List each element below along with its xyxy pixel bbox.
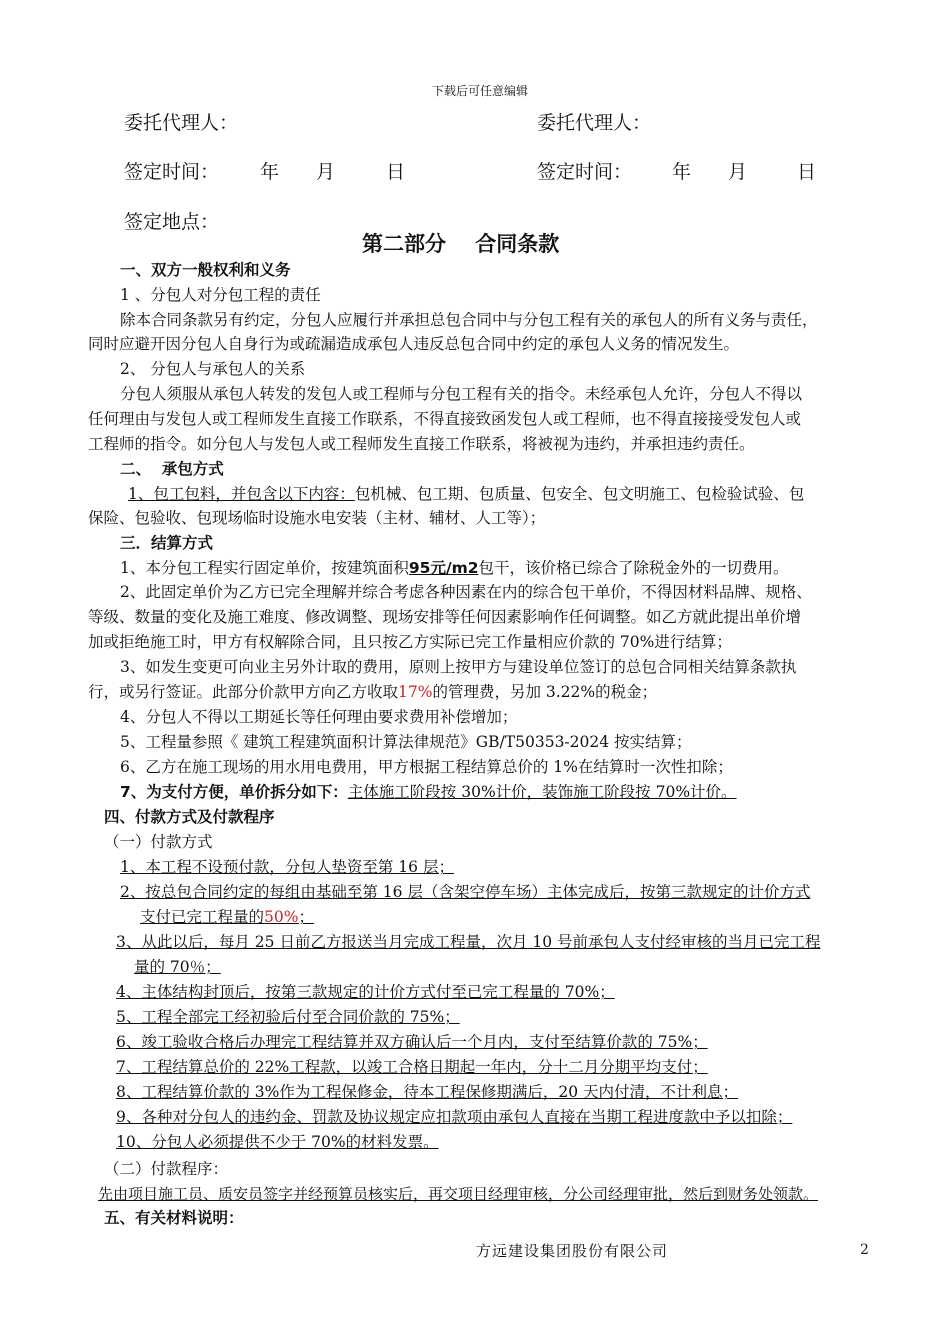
- s4-sub2: （二）付款程序：: [104, 1160, 229, 1178]
- s3-item2-line1: 2、此固定单价为乙方已完全理解并综合考虑各种因素在内的综合包干单价，不得因材料品牌、规格、: [120, 583, 812, 601]
- date-year-left: 年: [260, 161, 280, 183]
- date-month-right: 月: [728, 161, 748, 183]
- s3-item3-b: 的管理费，另加 3.22%的税金；: [432, 683, 658, 701]
- date-month-left: 月: [316, 161, 336, 183]
- payment-rate-50: 50%: [264, 908, 299, 926]
- s2-line1-underlined: 1、包工包料，并包含以下内容：: [128, 485, 355, 503]
- date-day-left: 日: [386, 161, 406, 183]
- s1-item2-line2: 任何理由与发包人或工程师发生直接工作联系，不得直接致函发包人或工程师，也不得直接接受发包人或: [88, 410, 802, 428]
- page-number: 2: [860, 1242, 869, 1258]
- date-label-left: 签定时间：: [124, 161, 220, 183]
- agent-label-right: 委托代理人：: [537, 112, 652, 134]
- s1-item1-line1: 除本合同条款另有约定，分包人应履行并承担总包合同中与分包工程有关的承包人的所有义务与责任，: [120, 311, 818, 329]
- s4-p7: 7、工程结算总价的 22%工程款，以竣工合格日期起一年内，分十二月分期平均支付；: [116, 1058, 708, 1076]
- footer-company: 方远建设集团股份有限公司: [476, 1242, 669, 1260]
- date-label-right: 签定时间：: [537, 161, 633, 183]
- s3-item3-line1: 3、如发生变更可向业主另外计取的费用，原则上按甲方与建设单位签订的总包合同相关结算条款执: [120, 658, 797, 676]
- s4-p5: 5、工程全部完工经初验后付至合同价款的 75%；: [116, 1008, 460, 1026]
- s4-p2-a: 支付已完工程量的: [140, 908, 265, 926]
- s4-p6: 6、竣工验收合格后办理完工程结算并双方确认后一个月内，支付至结算价款的 75%；: [116, 1033, 708, 1051]
- s4-p9: 9、各种对分包人的违约金、罚款及协议规定应扣款项由承包人直接在当期工程进度款中予以扣除；: [116, 1108, 793, 1126]
- s2-line1-rest: 包机械、包工期、包质量、包安全、包文明施工、包检验试验、包: [354, 485, 805, 503]
- page-title: 第二部分 合同条款: [362, 232, 560, 256]
- s3-item1-b: 包干，该价格已综合了除税金外的一切费用。: [478, 559, 789, 577]
- s4-p2-b: ；: [298, 908, 314, 926]
- section-4-heading: 四、付款方式及付款程序: [104, 808, 275, 826]
- s4-p2-line2: [140, 905, 314, 929]
- s1-item1-title: 1 、分包人对分包工程的责任: [120, 286, 321, 304]
- place-label: 签定地点：: [124, 211, 220, 233]
- s2-line2: 保险、包验收、包现场临时设施水电安装（主材、辅材、人工等）；: [88, 509, 546, 527]
- s3-item3-a: 行，或另行签证。此部分价款甲方向乙方收取: [88, 683, 399, 701]
- management-fee-rate: 17%: [398, 683, 433, 701]
- section-1-heading: 一、双方一般权利和义务: [120, 261, 291, 279]
- unit-price: 95元/m2: [408, 559, 479, 577]
- s1-item2-line1: 分包人须服从承包人转发的发包人或工程师与分包工程有关的指令。未经承包人允许，分包人不得以: [120, 385, 803, 403]
- section-5-heading: 五、有关材料说明：: [104, 1209, 244, 1227]
- s4-p4: 4、主体结构封顶后，按第三款规定的计价方式付至已完工程量的 70%；: [116, 983, 615, 1001]
- payment-procedure: 先由项目施工员、质安员签字并经预算员核实后，再交项目经理审核，分公司经理审批，然后到财务处领款。: [98, 1185, 819, 1203]
- s3-item7-b: 主体施工阶段按 30%计价，装饰施工阶段按 70%计价。: [347, 783, 737, 801]
- s4-sub1: （一）付款方式: [104, 833, 213, 851]
- s1-item2-title: 2、 分包人与承包人的关系: [120, 360, 306, 378]
- s3-item3-line2: [88, 680, 657, 704]
- agent-label-left: 委托代理人：: [124, 112, 239, 134]
- header-note: 下载后可任意编辑: [432, 84, 529, 98]
- section-3-heading: 三．结算方式: [120, 534, 214, 552]
- s2-line1: [128, 482, 804, 506]
- s4-p3-line2: 量的 70％；: [134, 958, 221, 976]
- s3-item2-line3: 加或拒绝施工时，甲方有权解除合同，且只按乙方实际已完工作量相应价款的 70%进行结算；: [88, 633, 732, 651]
- s3-item5: 5、工程量参照《 建筑工程建筑面积计算法律规范》GB/T50353-2024 按实结算；: [120, 733, 692, 751]
- s1-item1-line2: 同时应避开因分包人自身行为或疏漏造成承包人违反总包合同中约定的承包人义务的情况发生。: [88, 335, 740, 353]
- s3-item7-a: 7、为支付方便，单价拆分如下：: [120, 783, 348, 801]
- s4-p10: 10、分包人必须提供不少于 70%的材料发票。: [116, 1133, 439, 1151]
- s3-item6: 6、乙方在施工现场的用水用电费用，甲方根据工程结算总价的 1%在结算时一次性扣除；: [120, 758, 733, 776]
- date-year-right: 年: [672, 161, 692, 183]
- s4-p1: 1、本工程不设预付款，分包人垫资至第 16 层；: [120, 858, 454, 876]
- date-day-right: 日: [797, 161, 817, 183]
- s1-item2-line3: 工程师的指令。如分包人与发包人或工程师发生直接工作联系，将被视为违约，并承担违约责任。: [88, 435, 755, 453]
- s3-item7: [120, 780, 737, 804]
- s4-p8: 8、工程结算价款的 3%作为工程保修金，待本工程保修期满后，20 天内付清，不计利息；: [116, 1083, 739, 1101]
- s4-p3-line1: 3、从此以后，每月 25 日前乙方报送当月完成工程量，次月 10 号前承包人支付经审核的当月已完工程: [116, 933, 821, 951]
- s3-item1: [120, 556, 789, 580]
- s4-p2-line1: 2、按总包合同约定的每组由基础至第 16 层（含架空停车场）主体完成后，按第三款规定的计价方式: [120, 883, 811, 901]
- section-2-heading: 二、 承包方式: [120, 460, 224, 478]
- s3-item4: 4、分包人不得以工期延长等任何理由要求费用补偿增加；: [120, 708, 518, 726]
- s3-item2-line2: 等级、数量的变化及施工难度、修改调整、现场安排等任何因素影响作任何调整。如乙方就此提出单价增: [88, 608, 802, 626]
- s3-item1-a: 1、本分包工程实行固定单价，按建筑面积: [120, 559, 409, 577]
